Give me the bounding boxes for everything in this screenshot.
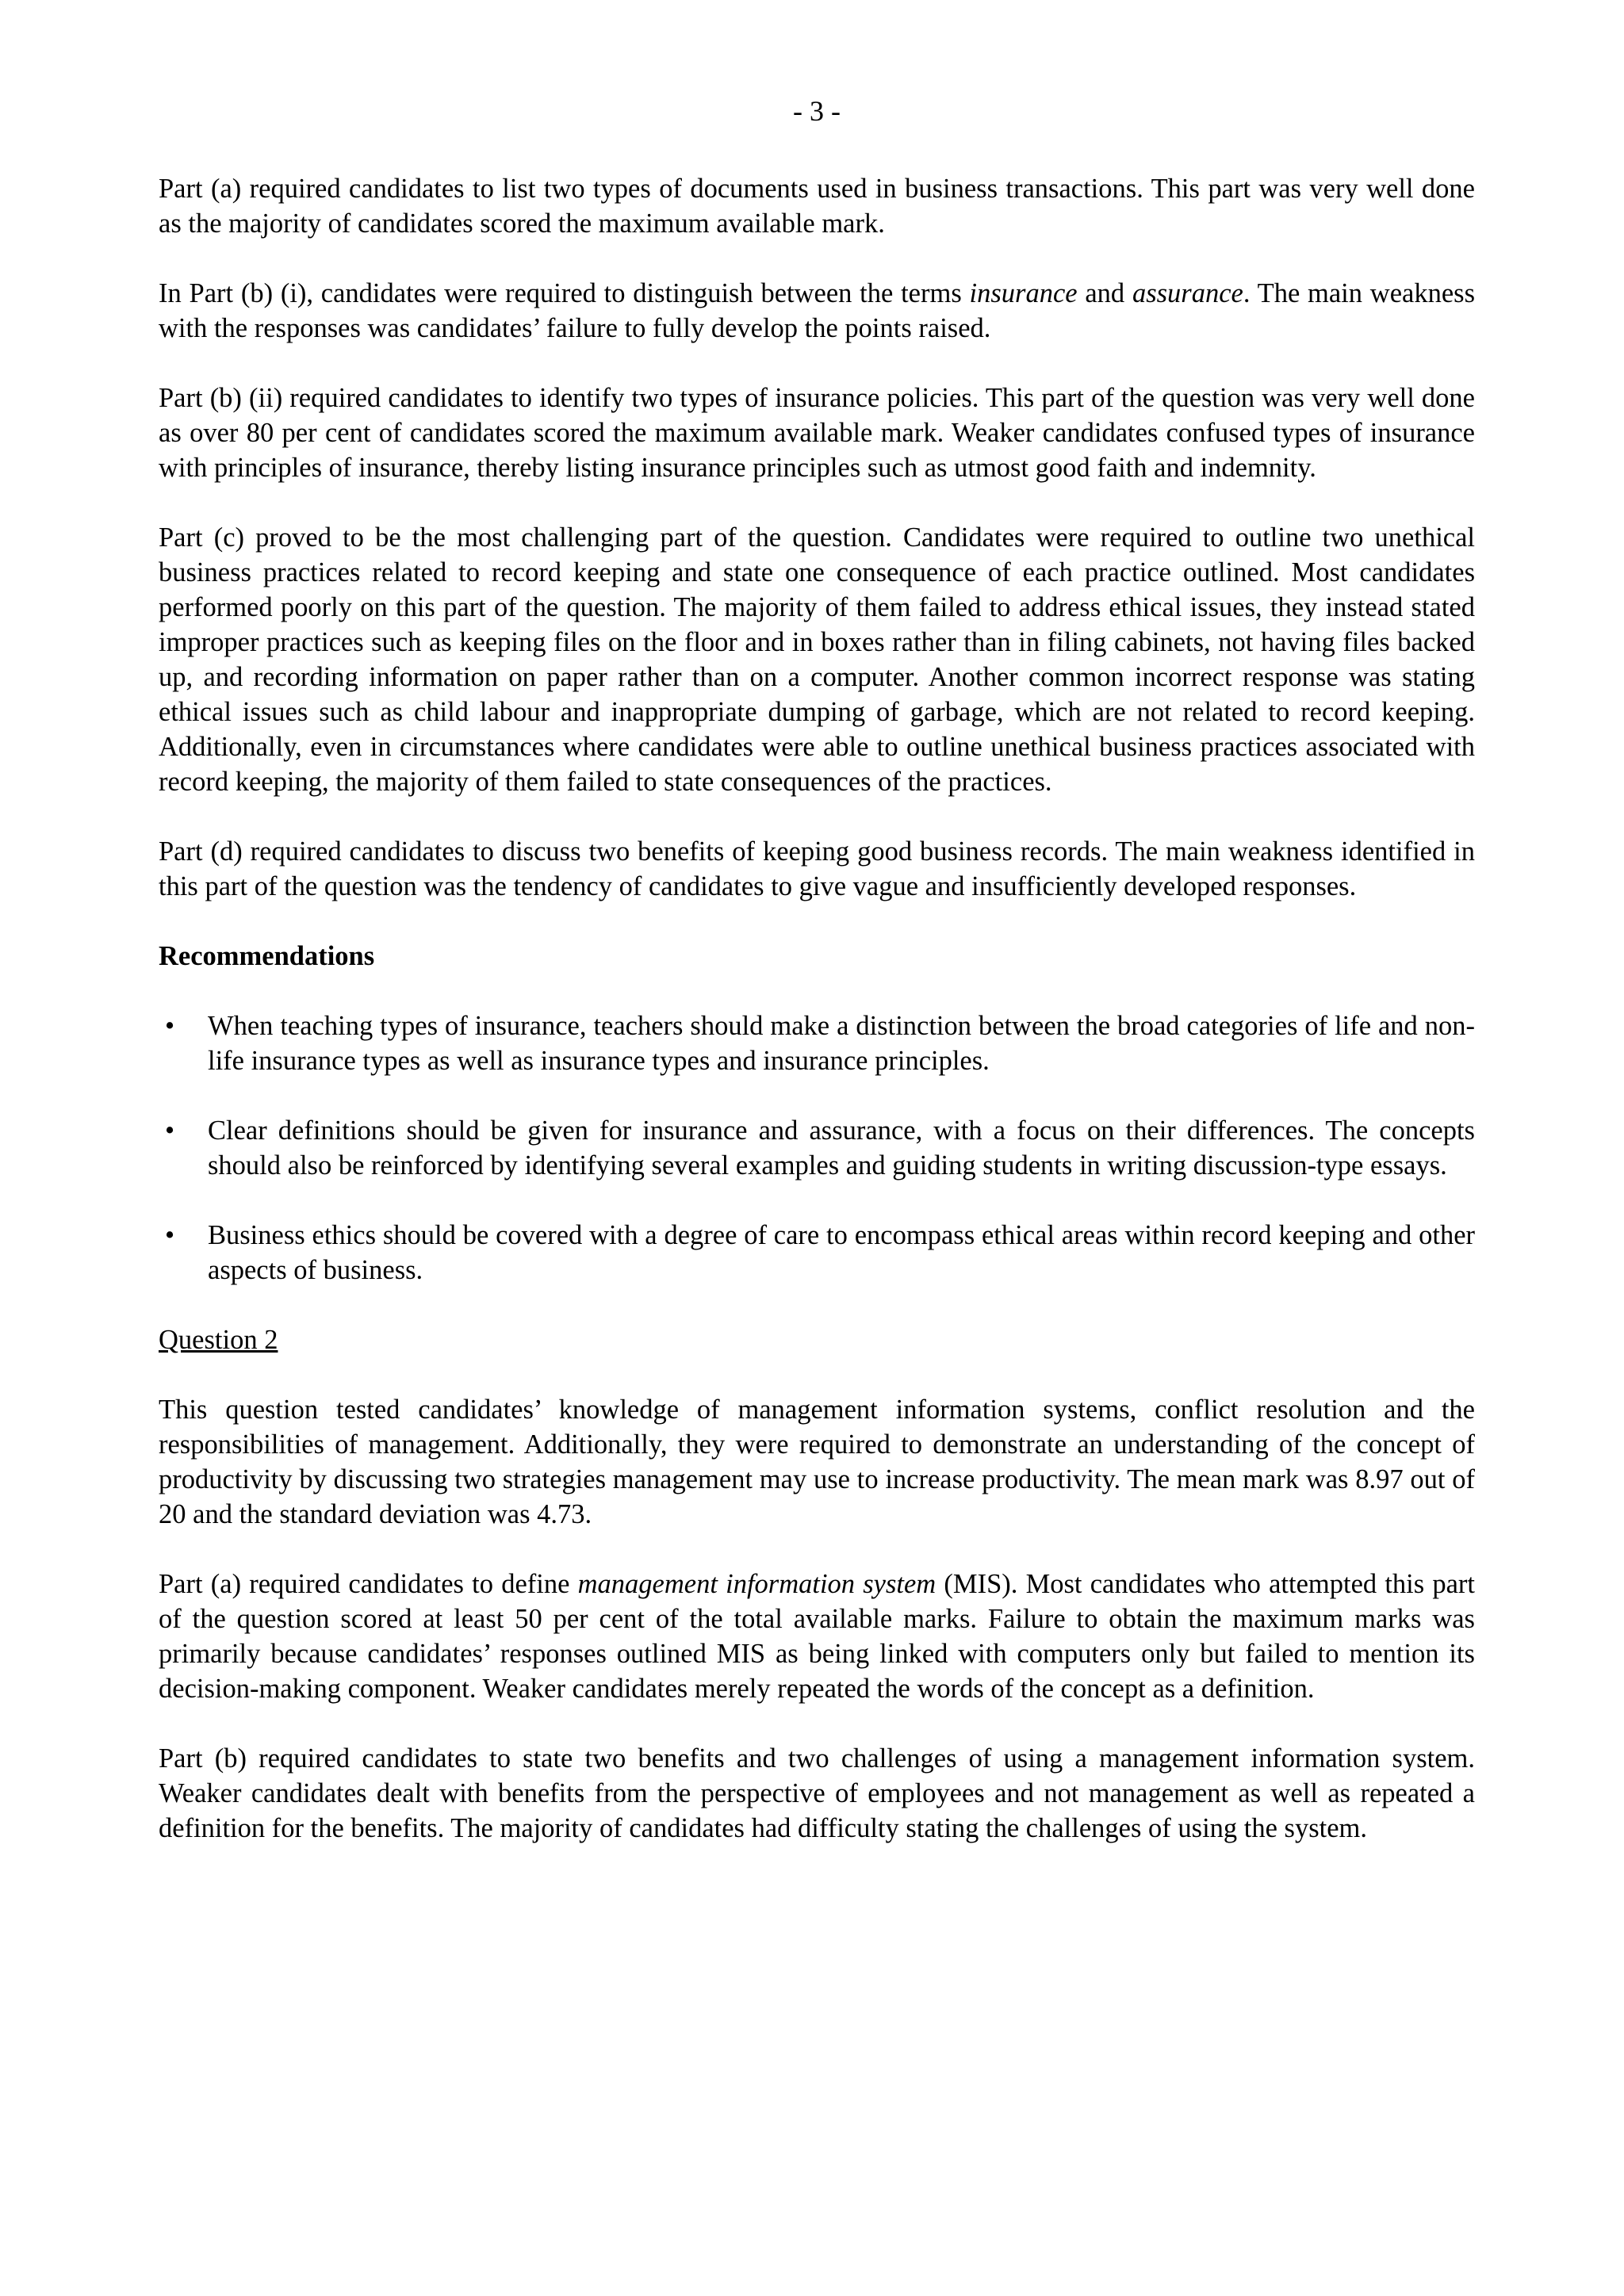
report-body (159, 171, 1475, 1881)
recommendations-list (159, 1008, 1475, 1288)
paragraph-part-a: Part (a) required candidates to list two types of documents used in business transactions. This part was very well done as the majority of candidates scored the maximum available mark. (159, 174, 1475, 239)
question-2-part-a (159, 1567, 1475, 1706)
recommendation-text: When teaching types of insurance, teachers should make a distinction between the broad categories of life and non-life insurance types as well as insurance types and insurance principles. (208, 1011, 1475, 1076)
recommendation-text: Clear definitions should be given for insurance and assurance, with a focus on their differences. The concepts should also be reinforced by identifying several examples and guiding students in writing discussion-type essays. (208, 1115, 1475, 1181)
term-insurance: insurance (969, 278, 1078, 308)
recommendation-text: Business ethics should be covered with a degree of care to encompass ethical areas within record keeping and other aspects of business. (208, 1220, 1475, 1285)
term-management-information-system: management information system (577, 1569, 936, 1599)
question-2-part-a-after: (MIS). Most candidates who attempted this part of the question scored at least 50 per cent of the total available marks. Failure to obtain the maximum marks was primarily because candidates’ responses outlined MIS as being linked with computers only but failed to mention its decision-making component. Weaker candidates merely repeated the words of the concept as a definition. (159, 1569, 1476, 1704)
paragraph-part-b-i-before: In Part (b) (i), candidates were required to distinguish between the terms (159, 278, 970, 308)
recommendations-heading: Recommendations (159, 941, 375, 971)
paragraph-part-d: Part (d) required candidates to discuss two benefits of keeping good business records. The main weakness identified in this part of the question was the tendency of candidates to give vague and insufficiently developed responses. (159, 836, 1475, 901)
question-2-part-b: Part (b) required candidates to state two benefits and two challenges of using a management information system. Weaker candidates dealt with benefits from the perspective of employees and not management as well as repeated a definition for the benefits. The majority of candidates had difficulty stating the challenges of using the system. (159, 1743, 1475, 1843)
question-2-heading: Question 2 (159, 1325, 278, 1355)
recommendation-item (159, 1113, 1475, 1183)
paragraph-part-b-ii: Part (b) (ii) required candidates to identify two types of insurance policies. This part of the question was very well done as over 80 per cent of candidates scored the maximum available mark. Weaker candidates confused types of insurance with principles of insurance, thereby listing insurance principles such as utmost good faith and indemnity. (159, 383, 1475, 483)
bullet-icon: • (164, 1011, 175, 1041)
recommendation-item (159, 1008, 1475, 1078)
question-2-intro: This question tested candidates’ knowledge of management information systems, conflict resolution and the responsibilities of management. Additionally, they were required to demonstrate an understanding of the concept of productivity by discussing two strategies management may use to increase productivity. The mean mark was 8.97 out of 20 and the standard deviation was 4.73. (159, 1395, 1475, 1529)
paragraph-part-c: Part (c) proved to be the most challenging part of the question. Candidates were required to outline two unethical business practices related to record keeping and state one consequence of each practice outlined. Most candidates performed poorly on this part of the question. The majority of them failed to address ethical issues, they instead stated improper practices such as keeping files on the floor and in boxes rather than in filing cabinets, not having files backed up, and recording information on paper rather than on a computer. Another common incorrect response was stating ethical issues such as child labour and inappropriate dumping of garbage, which are not related to record keeping. Additionally, even in circumstances where candidates were able to outline unethical business practices associated with record keeping, the majority of them failed to state consequences of the practices. (159, 522, 1475, 797)
page-number: - 3 - (793, 95, 841, 127)
paragraph-part-b-i-middle: and (1077, 278, 1132, 308)
recommendation-item (159, 1218, 1475, 1288)
bullet-icon: • (164, 1115, 175, 1146)
paragraph-part-b-i (159, 276, 1475, 346)
term-assurance: assurance (1132, 278, 1243, 308)
bullet-icon: • (164, 1220, 175, 1250)
paragraph-part-b-i-after: . The main weakness with the responses was candidates’ failure to fully develop the points raised. (159, 278, 1475, 343)
question-2-part-a-before: Part (a) required candidates to define (159, 1569, 578, 1599)
